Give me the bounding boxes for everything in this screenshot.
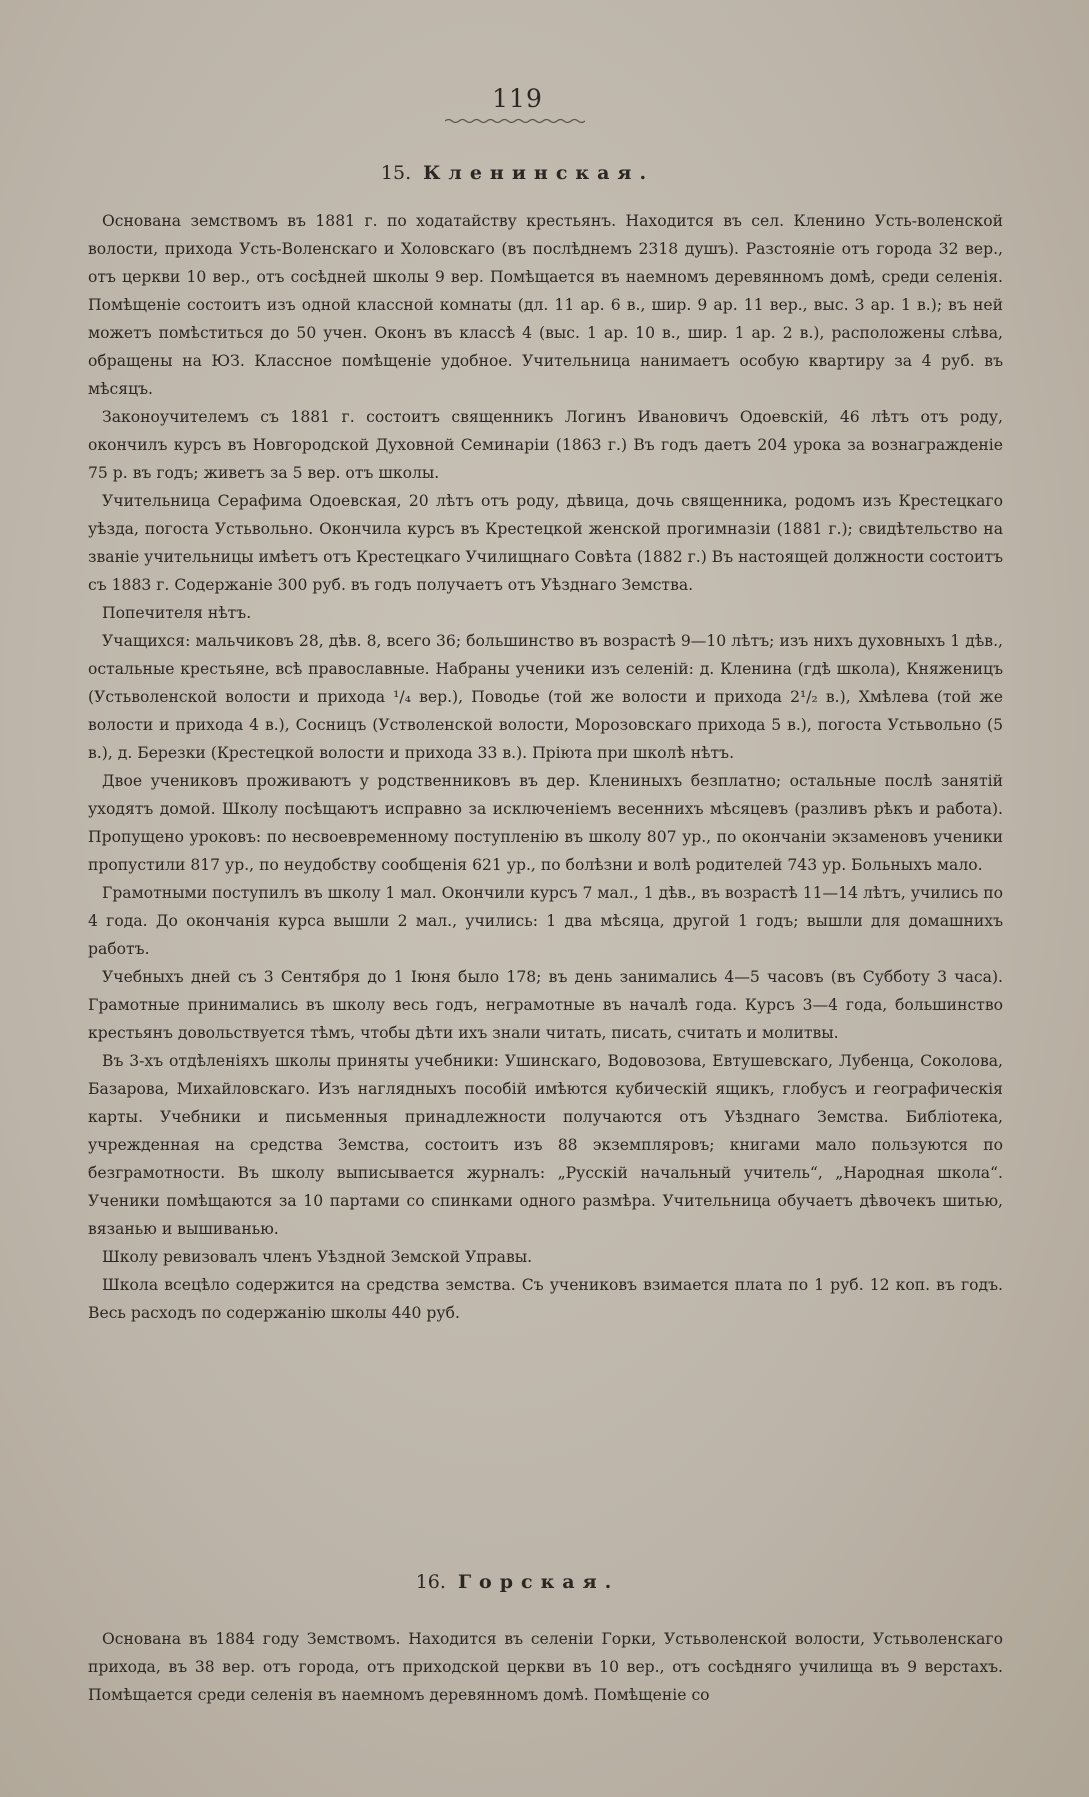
paragraph: Основана земствомъ въ 1881 г. по ходатайству крестьянъ. Находится въ сел. Кленино Усть-воленской волости, прихода Усть-Воленскаго и Холовскаго (въ послѣднемъ 2318 душъ). Разстояніе отъ города 32 вер., отъ церкви 10 вер., отъ сосѣдней школы 9 вер. Помѣщается въ наемномъ деревянномъ домѣ, среди селенія. Помѣщеніе состоитъ изъ одной классной комнаты (дл. 11 ар. 6 в., шир. 9 ар. 11 вер., выс. 3 ар. 1 в.); въ ней можетъ помѣститься до 50 учен. Оконъ въ классѣ 4 (выс. 1 ар. 10 в., шир. 1 ар. 2 в.), расположены слѣва, обращены на ЮЗ. Классное помѣщеніе удобное. Учительница нанимаетъ особую квартиру за 4 руб. въ мѣсяцъ. [88, 212, 1003, 398]
paragraph: Основана въ 1884 году Земствомъ. Находится въ селеніи Горки, Устьволенской волости, Устьволенскаго прихода, въ 38 вер. отъ города, отъ приходской церкви въ 10 вер., отъ сосѣдняго училища въ 9 верстахъ. Помѣщается среди селенія въ наемномъ деревянномъ домѣ. Помѣщеніе со [88, 1630, 1003, 1704]
section-body [88, 1625, 1003, 1709]
paragraph: Учащихся: мальчиковъ 28, дѣв. 8, всего 36; большинство въ возрастѣ 9—10 лѣтъ; изъ нихъ духовныхъ 1 дѣв., остальные крестьяне, всѣ православные. Набраны ученики изъ селеній: д. Кленина (гдѣ школа), Княженицъ (Устьволенской волости и прихода ¹/₄ вер.), Поводье (той же волости и прихода 2¹/₂ в.), Хмѣлева (той же волости и прихода 4 в.), Сосницъ (Устволенской волости, Морозовскаго прихода 5 в.), погоста Устьвольно (5 в.), д. Березки (Крестецкой волости и прихода 33 в.). Пріюта при школѣ нѣтъ. [88, 632, 1003, 762]
section-number: 15. [380, 162, 412, 184]
section-title: Кленинская. [423, 162, 655, 184]
section-heading [0, 1571, 1035, 1593]
section-title: Горская. [457, 1571, 620, 1593]
paragraph: Грамотными поступилъ въ школу 1 мал. Окончили курсъ 7 мал., 1 дѣв., въ возрастѣ 11—14 лѣтъ, учились по 4 года. До окончанія курса вышли 2 мал., учились: 1 два мѣсяца, другой 1 годъ; вышли для домашнихъ работъ. [88, 884, 1003, 958]
paragraph: Школу ревизовалъ членъ Уѣздной Земской Управы. [102, 1248, 533, 1266]
paragraph: Учебныхъ дней съ 3 Сентября до 1 Іюня было 178; въ день занимались 4—5 часовъ (въ Субботу 3 часа). Грамотные принимались въ школу весь годъ, неграмотные въ началѣ года. Курсъ 3—4 года, большинство крестьянъ довольствуется тѣмъ, чтобы дѣти ихъ знали читать, писать, считать и молитвы. [88, 968, 1003, 1042]
section-number: 16. [415, 1571, 446, 1593]
paragraph: Законоучителемъ съ 1881 г. состоитъ священникъ Логинъ Ивановичъ Одоевскій, 46 лѣтъ отъ роду, окончилъ курсъ въ Новгородской Духовной Семинаріи (1863 г.) Въ годъ даетъ 204 урока за вознагражденіе 75 р. въ годъ; живетъ за 5 вер. отъ школы. [88, 408, 1003, 482]
section-heading [0, 162, 1035, 184]
paragraph: Двое учениковъ проживаютъ у родственниковъ въ дер. Клениныхъ безплатно; остальные послѣ занятій уходятъ домой. Школу посѣщаютъ исправно за исключеніемъ весеннихъ мѣсяцевъ (разливъ рѣкъ и работа). Пропущено уроковъ: по несвоевременному поступленію въ школу 807 ур., по окончаніи экзаменовъ ученики пропустили 817 ур., по неудобству сообщенія 621 ур., по болѣзни и волѣ родителей 743 ур. Больныхъ мало. [88, 772, 1003, 874]
paragraph: Попечителя нѣтъ. [102, 604, 252, 622]
paragraph: Въ 3-хъ отдѣленіяхъ школы приняты учебники: Ушинскаго, Водовозова, Евтушевскаго, Лубенца, Соколова, Базарова, Михайловскаго. Изъ наглядныхъ пособій имѣются кубическій ящикъ, глобусъ и географическія карты. Учебники и письменныя принадлежности получаются отъ Уѣзднаго Земства. Библіотека, учрежденная на средства Земства, состоитъ изъ 88 экземпляровъ; книгами мало пользуются по безграмотности. Въ школу выписывается журналъ: „Русскій начальный учитель“, „Народная школа“. Ученики помѣщаются за 10 партами со спинками одного размѣра. Учительница обучаетъ дѣвочекъ шитью, вязанью и вышиванью. [88, 1052, 1003, 1238]
section-body [88, 207, 1003, 1327]
paragraph: Школа всецѣло содержится на средства земства. Съ учениковъ взимается плата по 1 руб. 12 коп. въ годъ. Весь расходъ по содержанію школы 440 руб. [88, 1276, 1003, 1322]
page-number: 119 [492, 84, 543, 113]
paragraph: Учительница Серафима Одоевская, 20 лѣтъ отъ роду, дѣвица, дочь священника, родомъ изъ Крестецкаго уѣзда, погоста Устьвольно. Окончила курсъ въ Крестецкой женской прогимназіи (1881 г.); свидѣтельство на званіе учительницы имѣетъ отъ Крестецкаго Училищнаго Совѣта (1882 г.) Въ настоящей должности состоитъ съ 1883 г. Содержаніе 300 руб. въ годъ получаетъ отъ Уѣзднаго Земства. [88, 492, 1003, 594]
decorative-rule-icon [445, 118, 585, 124]
